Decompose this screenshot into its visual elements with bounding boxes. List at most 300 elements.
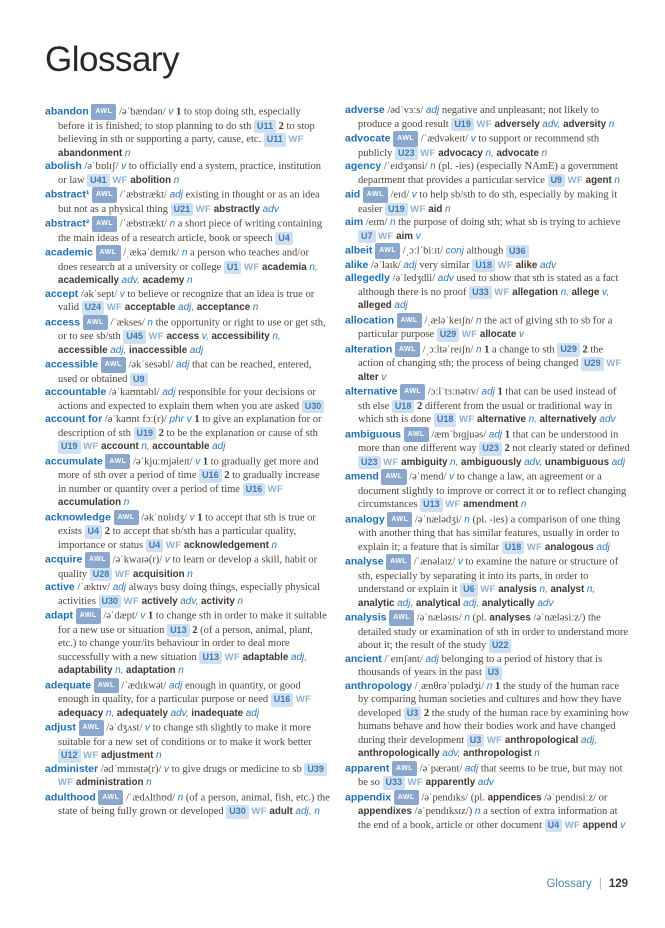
sense-number: 1 <box>494 680 501 692</box>
part-of-speech: v <box>164 554 170 566</box>
glossary-entry <box>345 680 630 761</box>
word-family-term: alleged <box>358 300 392 311</box>
part-of-speech: v <box>470 133 476 145</box>
definition-text: always busy doing things, especially physical activities <box>58 582 320 607</box>
word-family-term: aid <box>428 203 443 215</box>
part-of-speech: n <box>169 218 176 230</box>
part-of-speech: adv, <box>524 456 543 468</box>
glossary-entry <box>45 510 330 553</box>
word-family-term: alter <box>358 371 379 383</box>
definition-text: to accept that sb/sth has a particular quality, importance or status <box>58 526 297 551</box>
sense-number: 2 <box>224 470 230 481</box>
awl-badge: AWL <box>98 790 123 806</box>
awl-badge: AWL <box>96 245 121 261</box>
part-of-speech: adj, <box>178 302 195 313</box>
glossary-entry <box>345 384 630 427</box>
part-of-speech: adj, <box>581 734 598 746</box>
definition-text: /əˈpendɪksɪz/) <box>414 806 473 817</box>
glossary-entry <box>345 554 630 610</box>
unit-reference: U21 <box>171 203 194 217</box>
word-family-label: WF <box>58 777 74 788</box>
definition-text: to help sb/sth to do sth, especially by making it easier <box>358 189 618 215</box>
word-family-term: alternative <box>476 414 526 425</box>
unit-reference: U29 <box>581 357 604 371</box>
awl-badge: AWL <box>79 720 104 736</box>
definition-text: enough in quantity, or good enough in quality, for a particular purpose or need <box>58 680 301 705</box>
sense-number: 2 <box>504 443 510 454</box>
phonetic-transcription: /əˈnælədʒi/ <box>415 514 462 525</box>
awl-badge: AWL <box>387 512 412 528</box>
word-family-label: WF <box>123 595 140 607</box>
unit-reference: U29 <box>437 328 460 342</box>
word-family-term: adaptability <box>58 665 113 676</box>
word-family-term: acceptable <box>124 302 176 313</box>
word-family-label: WF <box>526 541 543 553</box>
unit-reference: U4 <box>275 232 293 246</box>
word-family-term: analytical <box>415 597 461 609</box>
phonetic-transcription: /əˈlaɪk/ <box>370 259 401 271</box>
part-of-speech: n <box>123 497 130 508</box>
phonetic-transcription: /əˈnæləsɪs/ <box>416 612 462 624</box>
glossary-entry <box>45 245 330 288</box>
sense-number: 1 <box>202 456 209 467</box>
unit-reference: U18 <box>502 541 525 555</box>
unit-reference: U28 <box>90 568 113 582</box>
word-family-term: inadequate <box>191 707 244 719</box>
unit-reference: U13 <box>167 624 190 638</box>
word-family-term: adult <box>269 806 293 817</box>
word-family-term: acknowledgement <box>183 539 269 551</box>
unit-reference: U16 <box>243 483 266 497</box>
sense-number: 1 <box>194 414 200 425</box>
definition-text: (pl. <box>472 612 487 624</box>
phonetic-transcription: /ədˈvɜːs/ <box>387 105 424 116</box>
entry-headword: analogy <box>345 513 385 525</box>
part-of-speech: n, <box>528 414 537 425</box>
word-family-label: WF <box>267 483 284 495</box>
part-of-speech: conj <box>445 245 464 257</box>
phonetic-transcription: /əkˈnɒlɪdʒ/ <box>141 512 187 523</box>
unit-reference: U30 <box>226 805 249 819</box>
phonetic-transcription: /əˈkaʊnt fɔː(r)/ <box>104 414 167 425</box>
word-family-term: analytically <box>481 597 535 609</box>
unit-reference: U19 <box>134 427 157 441</box>
entry-headword: adverse <box>345 104 385 116</box>
glossary-entry <box>345 313 630 342</box>
part-of-speech: n, <box>141 441 150 452</box>
phonetic-transcription: /əˈpendɪks/ <box>421 792 469 803</box>
sense-number: 2 <box>416 400 423 412</box>
page-footer <box>546 878 628 890</box>
definition-text: the act of giving sth to sb for a particular purpose <box>358 315 613 340</box>
awl-badge: AWL <box>404 427 429 443</box>
word-family-term: abolition <box>130 174 172 186</box>
glossary-entry <box>45 315 330 358</box>
glossary-entry <box>345 272 630 313</box>
definition-text: to stop doing sth, especially before it is finished; to stop planning to do sth <box>58 106 301 132</box>
word-family-term: administration <box>76 777 144 788</box>
definition-text: to be the explanation or cause of sth <box>166 427 318 439</box>
part-of-speech: n <box>271 539 278 551</box>
word-family-term: analysis <box>498 584 537 595</box>
word-family-label: WF <box>410 203 426 215</box>
unit-reference: U9 <box>548 174 566 188</box>
glossary-entry <box>45 454 330 510</box>
word-family-term: accountable <box>152 441 210 452</box>
part-of-speech: adj <box>175 359 190 371</box>
word-family-term: ambiguously <box>461 456 522 468</box>
definition-text: not clearly stated or defined <box>512 443 630 454</box>
entry-headword: alternative <box>345 385 398 398</box>
definition-text: to gradually increase in number or quantity over a period of time <box>58 470 320 495</box>
part-of-speech: adv <box>437 273 454 284</box>
glossary-entry <box>345 761 630 790</box>
definition-text: used to show that sth is stated as a fact although there is no proof <box>358 273 619 298</box>
glossary-entry <box>45 763 330 790</box>
definition-text: to believe or recognize that an idea is true or valid <box>58 288 315 313</box>
entry-headword: academic <box>45 246 93 259</box>
part-of-speech: adj <box>162 387 176 398</box>
part-of-speech: adj <box>488 429 503 440</box>
definition-text: the purpose of doing sth; what sb is trying to achieve <box>398 217 621 228</box>
part-of-speech: v <box>457 556 463 568</box>
part-of-speech: n <box>146 777 152 788</box>
phonetic-transcription: /ˌækəˈdemɪk/ <box>123 247 180 259</box>
glossary-entry <box>45 608 330 678</box>
sense-number: 2 <box>278 120 284 132</box>
word-family-term: analyst <box>550 584 585 595</box>
entry-headword: appendix <box>345 791 392 803</box>
part-of-speech: n <box>181 247 188 259</box>
entry-headword: analysis <box>345 611 387 624</box>
glossary-entry <box>345 259 630 273</box>
awl-badge: AWL <box>76 608 101 624</box>
awl-badge: AWL <box>381 469 406 485</box>
word-family-label: WF <box>445 499 461 510</box>
part-of-speech: v <box>189 512 195 523</box>
unit-reference: U36 <box>506 245 529 259</box>
unit-reference: U11 <box>264 133 286 147</box>
awl-badge: AWL <box>394 790 419 806</box>
word-family-term: inaccessible <box>128 344 188 356</box>
word-family-term: activity <box>201 595 235 607</box>
part-of-speech: adj <box>596 541 610 553</box>
part-of-speech: n <box>187 568 193 580</box>
part-of-speech: v <box>449 471 455 483</box>
unit-reference: U18 <box>472 259 495 273</box>
word-family-term: anthropological <box>504 734 579 746</box>
phonetic-transcription: /ˈeɪdʒənsi/ <box>383 161 428 172</box>
unit-reference: U9 <box>130 373 148 387</box>
glossary-entry <box>345 104 630 131</box>
word-family-term: academia <box>262 261 307 273</box>
entry-headword: amend <box>345 470 379 483</box>
definition-text: to give drugs or medicine to sb <box>171 763 302 775</box>
part-of-speech: v, <box>201 331 209 342</box>
word-family-term: allege <box>571 286 600 298</box>
glossary-column-right <box>345 104 630 832</box>
awl-badge: AWL <box>400 384 425 400</box>
part-of-speech: adv, <box>442 748 461 759</box>
phonetic-transcription: /əˈpærənt/ <box>419 763 463 774</box>
definition-text: a short piece of writing containing the main ideas of a research article, book or speech <box>58 218 323 244</box>
part-of-speech: n, <box>586 584 596 595</box>
part-of-speech: adj <box>189 344 204 356</box>
word-family-label: WF <box>461 329 478 340</box>
part-of-speech: adj <box>212 441 226 452</box>
awl-badge: AWL <box>83 315 108 331</box>
part-of-speech: adv <box>477 777 494 788</box>
definition-text: very similar <box>419 259 470 271</box>
word-family-term: anthropologist <box>463 748 532 759</box>
part-of-speech: n <box>173 174 180 186</box>
awl-badge: AWL <box>397 313 422 329</box>
word-family-term: adversity <box>563 118 607 130</box>
glossary-entry <box>45 187 330 216</box>
part-of-speech: adv <box>537 597 554 609</box>
unit-reference: U3 <box>485 666 503 680</box>
phonetic-transcription: /ˈædɪkwət/ <box>121 680 167 691</box>
unit-reference: U30 <box>99 595 122 609</box>
footer-section-label: Glossary <box>546 878 592 890</box>
part-of-speech: phr v <box>169 414 192 425</box>
part-of-speech: n <box>177 792 184 803</box>
part-of-speech: n, <box>539 584 548 595</box>
word-family-label: WF <box>224 651 240 663</box>
sense-number: 1 <box>484 344 490 355</box>
definition-text: belonging to a period of history that is thousands of years in the past <box>358 653 603 678</box>
word-family-label: WF <box>114 568 131 580</box>
definition-text: although <box>466 245 504 257</box>
glossary-entry <box>345 610 630 653</box>
phonetic-transcription: /ˈæktɪv/ <box>77 582 111 593</box>
definition-text: a section of extra information at the end of a book, article or other document <box>358 806 618 831</box>
word-family-term: adequacy <box>58 707 104 719</box>
awl-badge: AWL <box>386 554 411 570</box>
part-of-speech: n <box>156 750 162 761</box>
word-family-term: accessibility <box>211 331 270 342</box>
part-of-speech: adv, <box>180 595 199 607</box>
definition-text: different from the usual or traditional way in which sth is done <box>358 400 613 425</box>
entry-headword: albeit <box>345 244 373 257</box>
sense-number: 1 <box>497 386 503 398</box>
definition-text: to accept that sth is true or exists <box>58 512 316 537</box>
unit-reference: U24 <box>82 301 105 315</box>
glossary-entry <box>345 160 630 187</box>
definition-text: that seems to be true, but may not be so <box>358 763 623 788</box>
word-family-label: WF <box>497 259 513 271</box>
word-family-label: WF <box>83 441 99 452</box>
part-of-speech: n <box>178 665 184 676</box>
unit-reference: U23 <box>479 442 502 456</box>
glossary-entry <box>345 131 630 160</box>
word-family-term: acquisition <box>132 568 185 580</box>
phonetic-transcription: /əˈbændən/ <box>119 106 166 118</box>
glossary-entry <box>45 386 330 413</box>
glossary-entry <box>45 104 330 160</box>
definition-text: a change to sth <box>492 344 555 355</box>
unit-reference: U6 <box>460 583 478 597</box>
phonetic-transcription: /əkˈsept/ <box>80 288 118 300</box>
sense-number: 2 <box>158 427 164 439</box>
part-of-speech: n <box>445 203 451 215</box>
word-family-label: WF <box>251 806 267 817</box>
sense-number: 2 <box>104 526 110 537</box>
word-family-term: appendices <box>487 792 542 803</box>
phonetic-transcription: /əˈmend/ <box>409 471 447 483</box>
part-of-speech: adj, n <box>295 806 320 817</box>
part-of-speech: n, <box>450 456 459 468</box>
awl-badge: AWL <box>91 104 116 120</box>
sense-number: 1 <box>504 429 511 440</box>
awl-badge: AWL <box>92 187 117 203</box>
part-of-speech: adv <box>262 203 279 215</box>
word-family-label: WF <box>288 134 304 145</box>
part-of-speech: v <box>415 230 421 242</box>
phonetic-transcription: /əˈkaʊntəbl/ <box>108 387 160 398</box>
part-of-speech: n <box>187 275 193 286</box>
unit-reference: U13 <box>420 498 443 512</box>
word-family-term: academically <box>58 275 120 286</box>
part-of-speech: adj <box>394 300 408 311</box>
glossary-entry <box>345 512 630 555</box>
glossary-entry <box>45 160 330 187</box>
entry-headword: advocate <box>345 132 391 145</box>
entry-headword: ancient <box>345 652 382 665</box>
glossary-entry <box>45 552 330 581</box>
phonetic-transcription: /ədˈmɪnɪstə(r)/ <box>100 763 162 775</box>
word-family-term: apparently <box>425 777 476 788</box>
word-family-label: WF <box>195 203 212 215</box>
glossary-entry <box>345 790 630 833</box>
word-family-label: WF <box>383 456 399 468</box>
word-family-label: WF <box>112 174 128 186</box>
glossary-entry <box>45 216 330 245</box>
word-family-label: WF <box>567 174 584 186</box>
unit-reference: U16 <box>271 693 294 707</box>
part-of-speech: adj, <box>110 344 127 356</box>
word-family-term: alternatively <box>539 414 597 425</box>
entry-headword: accumulate <box>45 455 103 467</box>
awl-badge: AWL <box>393 131 418 147</box>
unit-reference: U16 <box>199 469 222 483</box>
sense-number: 1 <box>175 106 182 118</box>
unit-reference: U3 <box>404 707 422 721</box>
sense-number: 1 <box>197 512 203 523</box>
definition-text: the study of the human race by comparing human societies and cultures and how they have developed <box>358 680 622 719</box>
phonetic-transcription: /ɔːlˈtɜːnətɪv/ <box>427 386 479 398</box>
part-of-speech: n <box>614 174 620 186</box>
part-of-speech: n <box>389 217 396 228</box>
word-family-term: amendment <box>463 499 519 510</box>
part-of-speech: v <box>620 819 626 831</box>
phonetic-transcription: /ˈeɪnʃənt/ <box>384 653 423 665</box>
part-of-speech: n, <box>309 261 318 273</box>
part-of-speech: n <box>237 595 243 607</box>
awl-badge: AWL <box>105 454 130 470</box>
glossary-entry <box>45 413 330 454</box>
phonetic-transcription: /ˌæləˈkeɪʃn/ <box>424 315 474 326</box>
part-of-speech: v <box>381 371 387 383</box>
definition-text: to change a law, an agreement or a document slightly to improve or correct it or to reflect changing circumstances <box>358 471 627 510</box>
part-of-speech: v <box>164 763 170 775</box>
definition-text: (pl. <box>470 792 485 803</box>
entry-headword: anthropology <box>345 679 413 692</box>
word-family-term: academy <box>142 275 185 286</box>
phonetic-transcription: /əˈdʒʌst/ <box>106 722 143 734</box>
entry-headword: agency <box>345 160 382 172</box>
word-family-term: acceptance <box>196 302 251 313</box>
part-of-speech: n, <box>560 286 569 298</box>
sense-number: 1 <box>148 610 154 622</box>
part-of-speech: n, <box>485 147 494 159</box>
phonetic-transcription: /ˈænəlaɪz/ <box>413 556 456 568</box>
glossary-entry <box>345 187 630 216</box>
entry-headword: abstract¹ <box>45 188 90 201</box>
part-of-speech: n, <box>105 707 115 719</box>
entry-headword: apparent <box>345 762 390 774</box>
entry-headword: abstract² <box>45 217 90 230</box>
entry-headword: account for <box>45 413 103 425</box>
part-of-speech: v <box>140 610 146 622</box>
word-family-term: adaptation <box>126 665 176 676</box>
glossary-entry <box>345 216 630 243</box>
awl-badge: AWL <box>395 342 420 358</box>
part-of-speech: v <box>145 722 151 734</box>
phonetic-transcription: /ˌænθrəˈpɒlədʒi/ <box>414 680 485 692</box>
definition-text: to examine the nature or structure of sth, especially by separating it into its parts, in order to understand or explain it <box>358 556 619 595</box>
definition-text: to give an explanation for or description of sth <box>58 414 322 439</box>
glossary-entry <box>345 427 630 470</box>
unit-reference: U4 <box>146 539 164 553</box>
word-family-term: actively <box>141 595 178 607</box>
word-family-label: WF <box>244 261 260 273</box>
entry-headword: access <box>45 316 81 328</box>
entry-headword: abandon <box>45 105 89 118</box>
definition-text: to learn or develop a skill, habit or quality <box>58 554 318 580</box>
word-family-label: WF <box>83 750 99 761</box>
phonetic-transcription: /eɪd/ <box>390 189 410 201</box>
word-family-label: WF <box>407 777 424 788</box>
awl-badge: AWL <box>101 357 126 373</box>
entry-headword: accept <box>45 287 79 300</box>
unit-reference: U33 <box>469 286 492 300</box>
unit-reference: U39 <box>304 763 327 777</box>
part-of-speech: adj <box>245 707 260 719</box>
definition-text: responsible for your decisions or actions and expected to explain them when you are asked <box>58 387 316 412</box>
part-of-speech: adv, <box>170 707 189 719</box>
word-family-term: anthropologically <box>358 748 440 759</box>
word-family-term: advocate <box>496 147 539 159</box>
part-of-speech: adv, <box>542 118 561 130</box>
part-of-speech: n <box>475 315 482 326</box>
phonetic-transcription: /ˈæbstrækt/ <box>119 218 167 230</box>
part-of-speech: adj <box>611 456 626 468</box>
word-family-label: WF <box>378 230 394 242</box>
phonetic-transcription: /ˈækses/ <box>110 317 145 328</box>
word-family-label: WF <box>165 539 182 551</box>
glossary-entry <box>45 581 330 608</box>
part-of-speech: n <box>124 147 131 159</box>
glossary-entry <box>345 469 630 512</box>
awl-badge: AWL <box>94 678 119 694</box>
entry-headword: alteration <box>345 343 393 355</box>
part-of-speech: adj <box>481 386 495 398</box>
word-family-term: advocacy <box>438 147 483 159</box>
page-title: Glossary <box>45 40 180 79</box>
entry-headword: adequate <box>45 679 92 691</box>
definition-text: to change sth in order to make it suitable for a new use or situation <box>58 610 327 636</box>
